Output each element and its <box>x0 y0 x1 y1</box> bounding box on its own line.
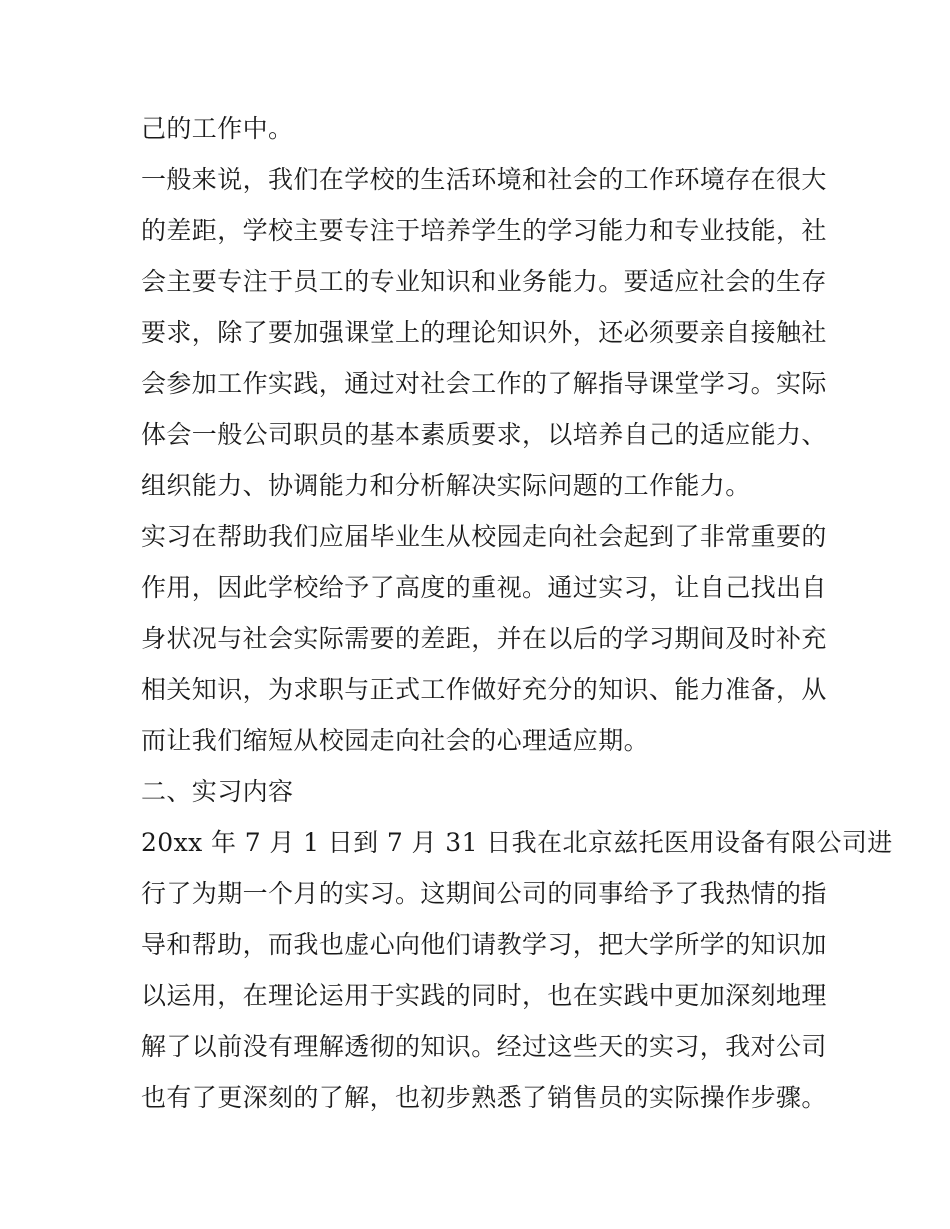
text-line: 导和帮助，而我也虚心向他们请教学习，把大学所学的知识加 <box>141 930 827 959</box>
text-line: 会主要专注于员工的专业知识和业务能力。要适应社会的生存 <box>141 267 827 296</box>
text-line: 解了以前没有理解透彻的知识。经过这些天的实习，我对公司 <box>141 1032 827 1061</box>
text-line: 的差距，学校主要专注于培养学生的学习能力和专业技能，社 <box>141 216 827 245</box>
text-line: 相关知识，为求职与正式工作做好充分的知识、能力准备，从 <box>141 675 827 704</box>
text-line: 身状况与社会实际需要的差距，并在以后的学习期间及时补充 <box>141 624 827 653</box>
text-line: 己的工作中。 <box>141 114 294 143</box>
text-line: 实习在帮助我们应届毕业生从校园走向社会起到了非常重要的 <box>141 522 827 551</box>
text-line: 行了为期一个月的实习。这期间公司的同事给予了我热情的指 <box>141 879 827 908</box>
text-line: 组织能力、协调能力和分析解决实际问题的工作能力。 <box>141 471 751 500</box>
document-body <box>141 103 893 1123</box>
text-line: 一般来说，我们在学校的生活环境和社会的工作环境存在很大 <box>141 165 827 194</box>
text-line: 以运用，在理论运用于实践的同时，也在实践中更加深刻地理 <box>141 981 827 1010</box>
text-line: 20xx 年 7 月 1 日到 7 月 31 日我在北京兹托医用设备有限公司进 <box>141 828 893 857</box>
section-heading: 二、实习内容 <box>141 777 294 806</box>
text-line: 也有了更深刻的了解，也初步熟悉了销售员的实际操作步骤。 <box>141 1083 827 1112</box>
text-line: 作用，因此学校给予了高度的重视。通过实习，让自己找出自 <box>141 573 827 602</box>
text-line: 而让我们缩短从校园走向社会的心理适应期。 <box>141 726 650 755</box>
text-line: 会参加工作实践，通过对社会工作的了解指导课堂学习。实际 <box>141 369 827 398</box>
text-line: 体会一般公司职员的基本素质要求，以培养自己的适应能力、 <box>141 420 827 449</box>
text-line: 要求，除了要加强课堂上的理论知识外，还必须要亲自接触社 <box>141 318 827 347</box>
